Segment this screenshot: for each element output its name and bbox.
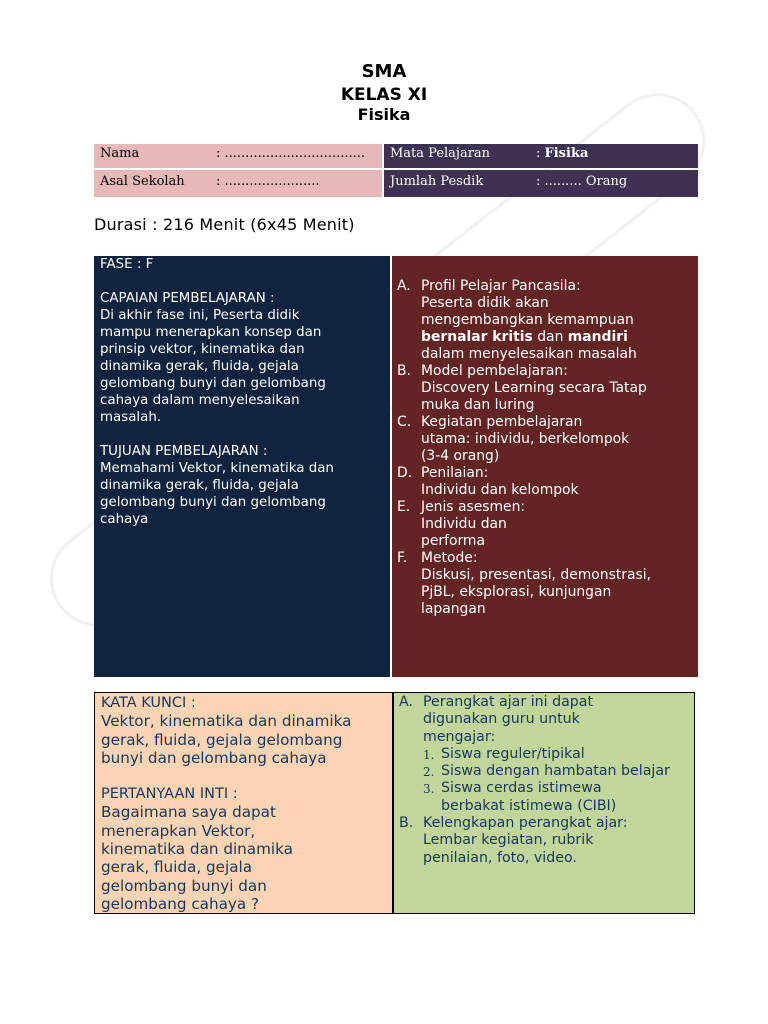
list-item xyxy=(397,465,694,499)
capaian-heading: CAPAIAN PEMBELAJARAN : xyxy=(100,291,275,306)
list-item xyxy=(399,815,694,867)
list-item xyxy=(397,499,694,550)
item-title: Kegiatan pembelajaran xyxy=(421,414,583,430)
item-line: digunakan guru untuk xyxy=(423,711,580,728)
item-marker: C. xyxy=(397,414,412,430)
item-marker: B. xyxy=(399,815,414,832)
grade-title: KELAS XI xyxy=(340,85,428,105)
item-number: 3. xyxy=(423,782,435,797)
kata-line: Vektor, kinematika dan dinamika xyxy=(101,712,352,731)
fase-text: FASE : F xyxy=(100,257,154,272)
item-line: Individu dan xyxy=(421,516,507,532)
subject-title: Fisika xyxy=(357,105,411,124)
duration-text: Durasi : 216 Menit (6x45 Menit) xyxy=(94,215,355,234)
pertanyaan-line: kinematika dan dinamika xyxy=(101,840,293,859)
item-line: Kelengkapan perangkat ajar: xyxy=(423,815,628,832)
profil-box xyxy=(392,256,698,677)
nama-cell xyxy=(94,144,382,168)
item-text: Siswa cerdas istimewa xyxy=(441,780,602,797)
jumlah-label: Jumlah Pesdik xyxy=(390,174,484,189)
item-line: PjBL, eksplorasi, kunjungan xyxy=(421,584,612,600)
item-title: Penilaian: xyxy=(421,465,489,481)
item-line: (3-4 orang) xyxy=(421,448,500,464)
item-text: dan xyxy=(532,329,568,345)
tujuan-line: cahaya xyxy=(100,512,149,527)
capaian-line: Di akhir fase ini, Peserta didik xyxy=(100,308,300,323)
item-text: Siswa reguler/tipikal xyxy=(441,745,585,762)
tujuan-line: dinamika gerak, fluida, gejala xyxy=(100,478,299,493)
list-item xyxy=(397,278,694,363)
mapel-cell xyxy=(384,144,698,168)
item-line: lapangan xyxy=(421,601,486,617)
item-marker: A. xyxy=(399,694,413,710)
nama-label: Nama xyxy=(100,146,140,161)
profil-list xyxy=(397,278,694,618)
item-text: Siswa dengan hambatan belajar xyxy=(441,763,670,780)
pertanyaan-line: Bagaimana saya dapat xyxy=(101,803,276,822)
bold-text: mandiri xyxy=(567,329,628,345)
item-number: 2. xyxy=(423,765,435,780)
item-line: Peserta didik akan xyxy=(421,295,549,311)
item-marker: E. xyxy=(397,499,411,515)
level-title: SMA xyxy=(361,61,407,82)
list-item xyxy=(423,780,694,815)
list-item xyxy=(397,363,694,414)
capaian-line: mampu menerapkan konsep dan xyxy=(100,325,322,340)
jumlah-cell xyxy=(384,170,698,197)
student-info-table xyxy=(94,144,698,197)
pertanyaan-line: gelombang cahaya ? xyxy=(101,894,260,913)
sekolah-value: : ....................... xyxy=(216,174,320,189)
kata-heading: KATA KUNCI : xyxy=(101,695,196,711)
info-row-1 xyxy=(94,144,698,168)
item-title: Metode: xyxy=(421,550,478,566)
tujuan-line: gelombang bunyi dan gelombang xyxy=(100,495,326,510)
item-title: Model pembelajaran: xyxy=(421,363,568,379)
list-item xyxy=(423,763,694,780)
kata-kunci-box xyxy=(94,692,393,914)
pertanyaan-heading: PERTANYAAN INTI : xyxy=(101,786,238,803)
capaian-line: prinsip vektor, kinematika dan xyxy=(100,342,305,357)
list-item xyxy=(423,746,694,763)
capaian-line: cahaya dalam menyelesaikan xyxy=(100,393,300,408)
item-marker: F. xyxy=(397,550,408,566)
perangkat-list xyxy=(399,694,694,867)
item-line: mengajar: xyxy=(423,728,496,745)
nama-value: : .................................. xyxy=(216,146,366,161)
item-line: Perangkat ajar ini dapat xyxy=(423,694,594,710)
item-line: dalam menyelesaikan masalah xyxy=(421,346,637,362)
capaian-line: dinamika gerak, fluida, gejala xyxy=(100,359,299,374)
item-line: performa xyxy=(421,533,485,549)
mapel-label: Mata Pelajaran xyxy=(390,146,491,161)
pertanyaan-line: gelombang bunyi dan xyxy=(101,876,267,895)
info-row-2 xyxy=(94,170,698,197)
capaian-line: gelombang bunyi dan gelombang xyxy=(100,376,326,391)
pertanyaan-line: gerak, fluida, gejala xyxy=(101,858,253,877)
item-marker: D. xyxy=(397,465,413,481)
item-line xyxy=(421,329,694,346)
item-line: mengembangkan kemampuan xyxy=(421,312,634,328)
item-line: muka dan luring xyxy=(421,397,535,413)
item-title: Profil Pelajar Pancasila: xyxy=(421,278,581,294)
jumlah-value: : ......... Orang xyxy=(536,174,628,189)
perangkat-box xyxy=(393,692,695,914)
item-line: Discovery Learning secara Tatap xyxy=(421,380,647,396)
item-marker: B. xyxy=(397,363,411,379)
kata-line: bunyi dan gelombang cahaya xyxy=(101,748,327,767)
item-line: penilaian, foto, video. xyxy=(423,849,577,866)
capaian-line: masalah. xyxy=(100,410,162,425)
list-item xyxy=(397,550,694,618)
tujuan-heading: TUJUAN PEMBELAJARAN : xyxy=(100,444,268,459)
item-marker: A. xyxy=(397,278,411,294)
mapel-value-wrap xyxy=(536,146,588,161)
list-item xyxy=(399,694,694,815)
mapel-prefix: : xyxy=(536,146,545,161)
item-line: utama: individu, berkelompok xyxy=(421,431,630,447)
sekolah-label: Asal Sekolah xyxy=(100,174,185,189)
item-line: Individu dan kelompok xyxy=(421,482,579,498)
list-item xyxy=(397,414,694,465)
capaian-box xyxy=(94,256,390,677)
mapel-value: Fisika xyxy=(544,146,589,161)
item-line: Diskusi, presentasi, demonstrasi, xyxy=(421,567,651,583)
item-title: Jenis asesmen: xyxy=(421,499,526,515)
target-students-list xyxy=(423,746,694,815)
item-line: Lembar kegiatan, rubrik xyxy=(423,832,594,849)
kata-line: gerak, fluida, gejala gelombang xyxy=(101,730,343,749)
item-number: 1. xyxy=(423,747,435,762)
sekolah-cell xyxy=(94,170,382,197)
pertanyaan-line: menerapkan Vektor, xyxy=(101,821,256,840)
bold-text: bernalar kritis xyxy=(421,329,533,345)
item-text: berbakat istimewa (CIBI) xyxy=(441,797,617,814)
tujuan-line: Memahami Vektor, kinematika dan xyxy=(100,461,334,476)
